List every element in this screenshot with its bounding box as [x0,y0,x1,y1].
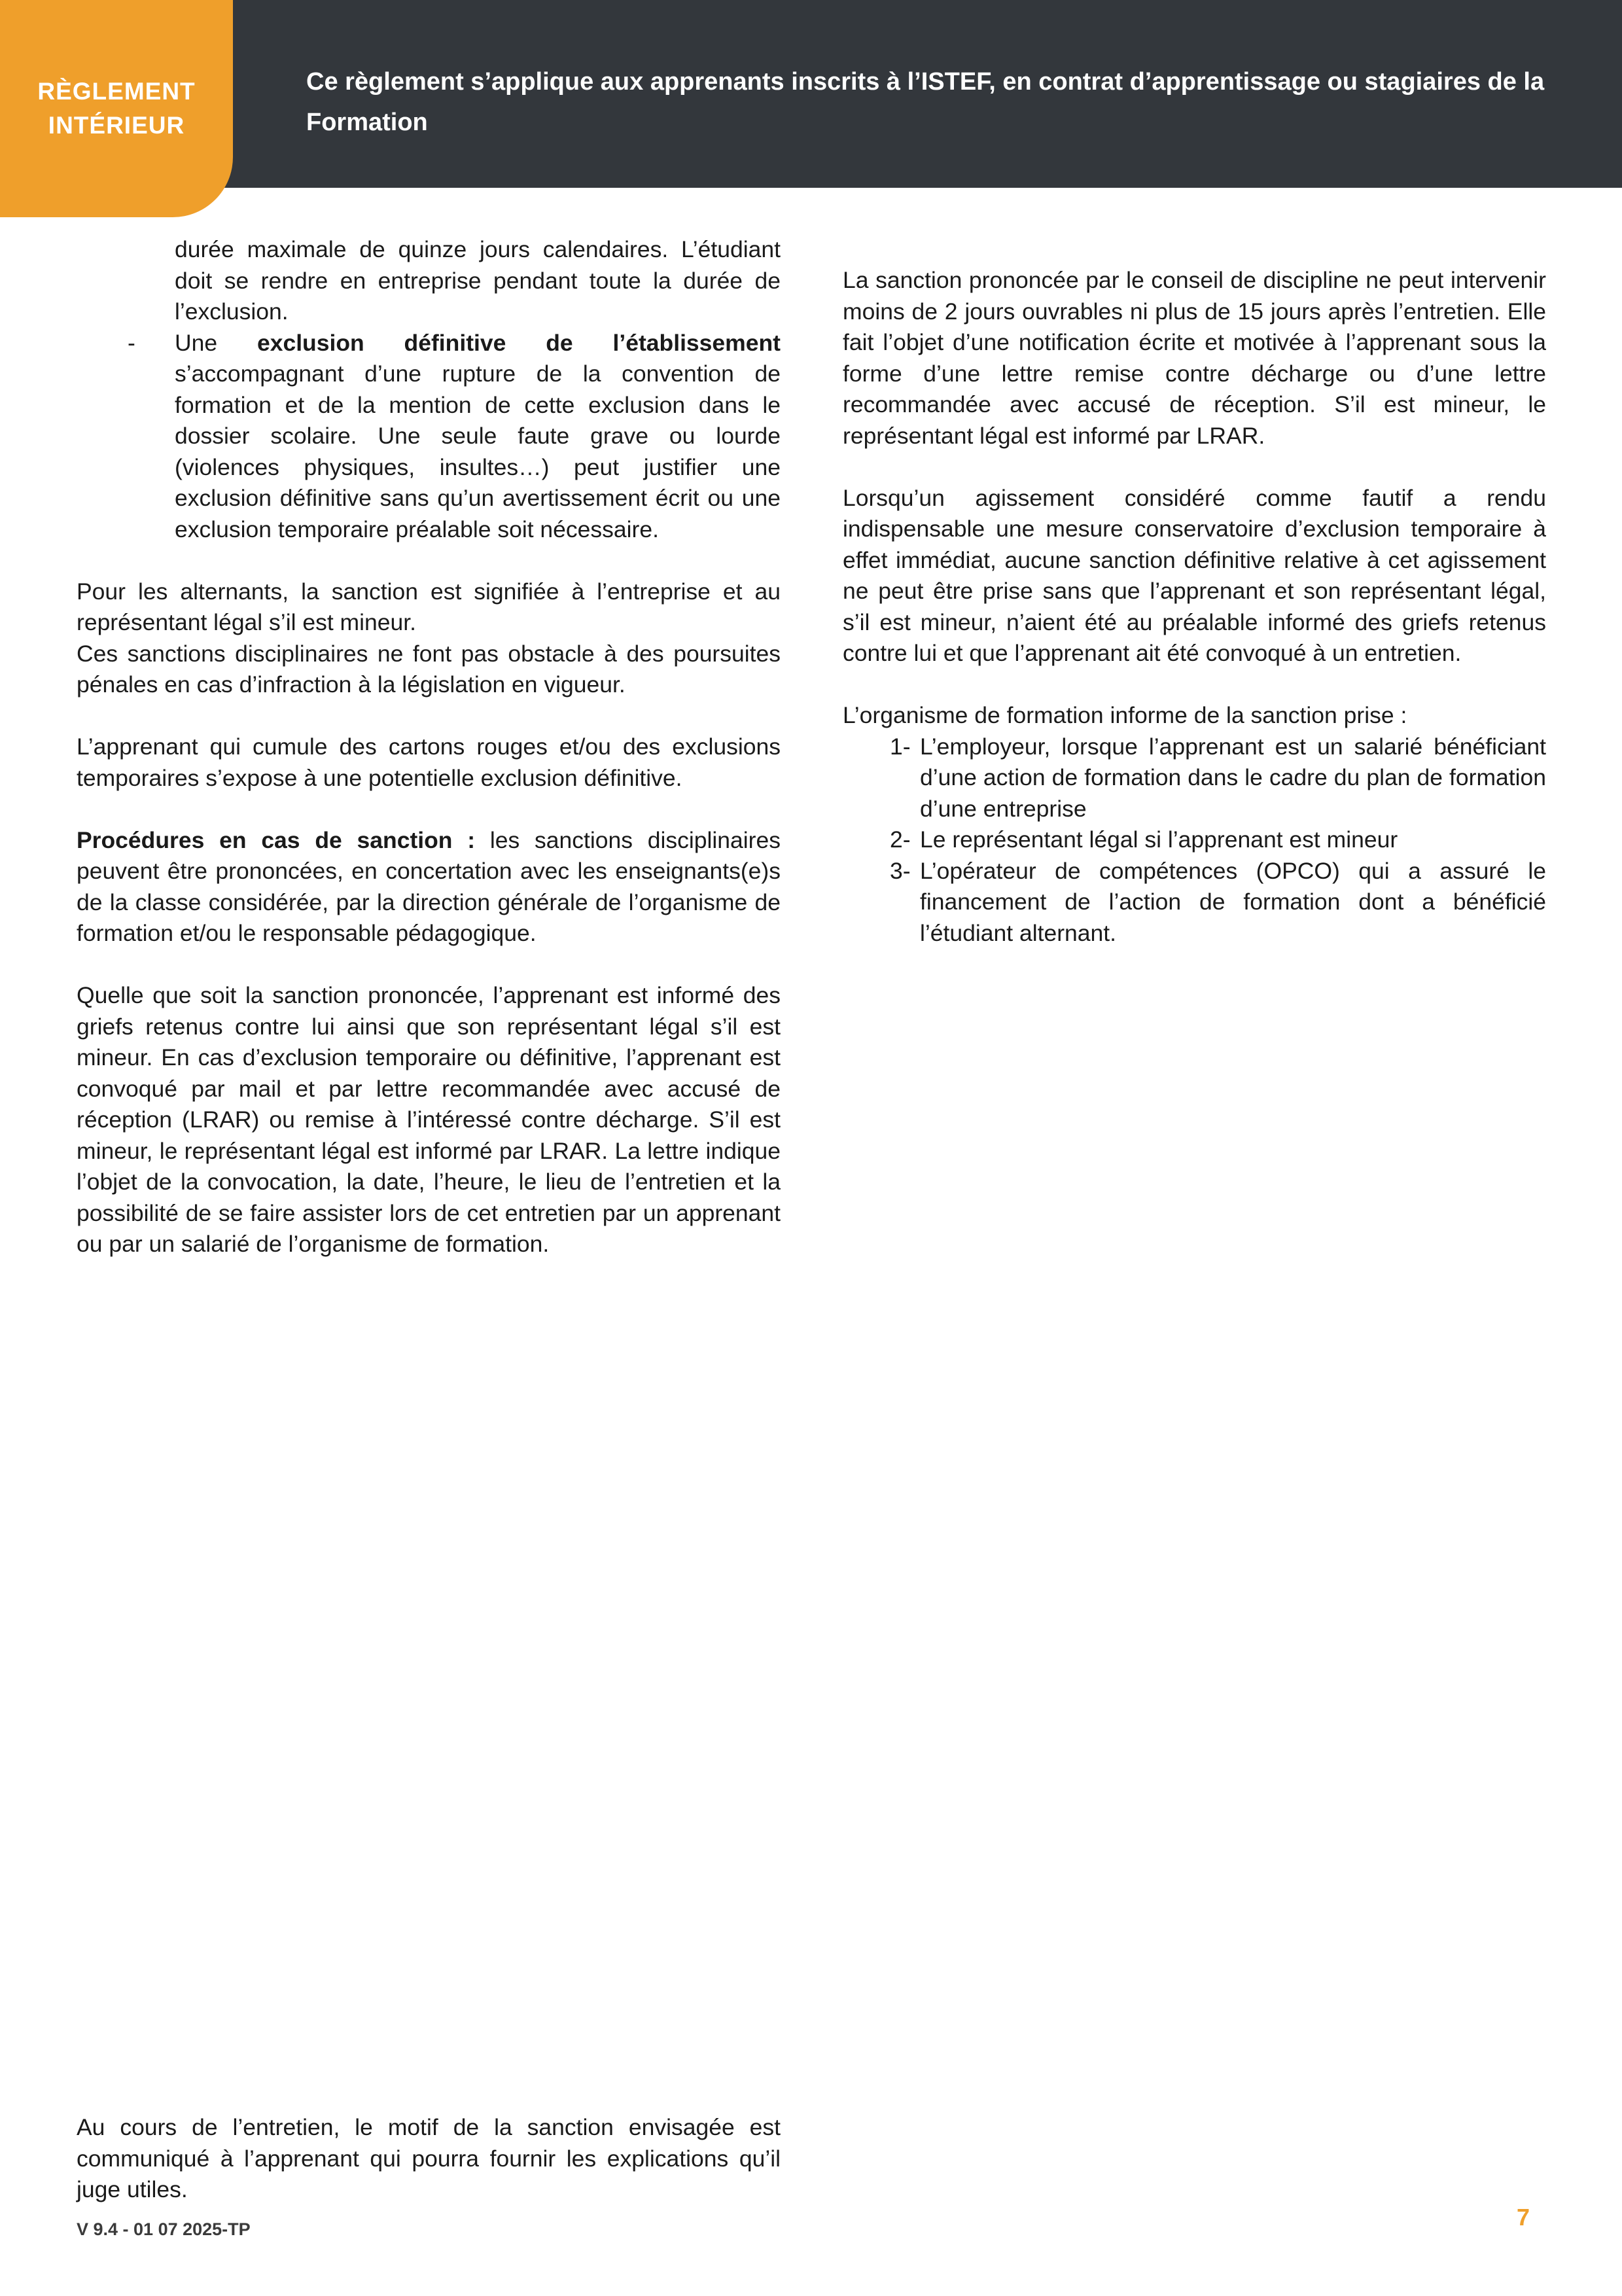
right-column [843,265,1546,949]
informed-parties-list [843,732,1546,949]
header-title: Ce règlement s’applique aux apprenants inscrits à l’ISTEF, en contrat d’apprentissage ou stagiaires de la Formation [306,68,1545,136]
procedures-text: les sanctions disciplinaires peuvent être prononcées, en concertation avec les enseignants(e)s de la classe considérée, par la direction générale de l’organisme de formation et/ou le responsable pédagogique. [77,826,781,946]
list-item [843,732,1546,825]
bullet-bold: exclusion définitive de l’établissement [256,329,781,356]
list-text: L’employeur, lorsque l’apprenant est un salarié bénéficiant d’une action de formation dans le cadre du plan de formation d’une entreprise [920,733,1546,822]
list-text: L’opérateur de compétences (OPCO) qui a assuré le financement de l’action de formation dont a bénéficié l’étudiant alternant. [920,857,1546,946]
list-intro: L’organisme de formation informe de la sanction prise : [843,702,1407,728]
badge-line-2: INTÉRIEUR [48,112,185,139]
header-bar [0,0,1622,188]
left-column [77,234,781,1260]
para-quelle-que-soit: Quelle que soit la sanction prononcée, l’apprenant est informé des griefs retenus contre lui ainsi que son représentant légal s’il est mineur. En cas d’exclusion temporaire ou définitive, l’apprenant est convoqué par mail et par lettre recommandée avec accusé de réception (LRAR) ou remise à l’intéressé contre décharge. S’il est mineur, le représentant légal est informé par LRAR. La lettre indique l’objet de la convocation, la date, l’heure, le lieu de l’entretien et la possibilité de se faire assister lors de cet entretien par un apprenant ou par un salarié de l’organisme de formation. [77,982,781,1257]
list-number: 3- [890,857,911,884]
bullet-exclusion-definitive [77,328,781,546]
bullet-dash: - [128,329,135,356]
bullet-prefix: Une [175,329,257,356]
para-cartons: L’apprenant qui cumule des cartons rouges et/ou des exclusions temporaires s’expose à une potentielle exclusion définitive. [77,733,781,791]
continued-text: durée maximale de quinze jours calendaires. L’étudiant doit se rendre en entreprise pendant toute la durée de l’exclusion. [175,236,781,325]
list-text: Le représentant légal si l’apprenant est mineur [920,826,1398,853]
list-number: 2- [890,826,911,853]
procedures-heading: Procédures en cas de sanction : [77,826,476,853]
document-version: V 9.4 - 01 07 2025-TP [77,2219,251,2239]
page-number: 7 [1517,2204,1530,2231]
para-conseil: La sanction prononcée par le conseil de discipline ne peut intervenir moins de 2 jours ouvrables ni plus de 15 jours après l’entretien. Elle fait l’objet d’une notification écrite et motivée à l’apprenant sous la forme d’une lettre remise contre décharge ou d’une lettre recommandée avec accusé de réception. S’il est mineur, le représentant légal est informé par LRAR. [843,267,1546,449]
para-entretien: Au cours de l’entretien, le motif de la sanction envisagée est communiqué à l’apprenant qui pourra fournir les explications qu’il juge utiles. [77,2114,781,2202]
list-item [843,856,1546,949]
list-number: 1- [890,733,911,760]
para-alternants: Pour les alternants, la sanction est signifiée à l’entreprise et au représentant légal s’il est mineur. [77,578,781,635]
bullet-rest: s’accompagnant d’une rupture de la convention de formation et de la mention de cette exclusion dans le dossier scolaire. Une seule faute grave ou lourde (violences physiques, insultes…) peut justifier une exclusion définitive sans qu’un avertissement écrit ou une exclusion temporaire préalable soit nécessaire. [175,361,781,542]
para-procedures [77,825,781,949]
para-poursuites: Ces sanctions disciplinaires ne font pas obstacle à des poursuites pénales en cas d’infraction à la législation en vigueur. [77,640,781,698]
reglement-badge [0,0,233,217]
para-agissement: Lorsqu’un agissement considéré comme fautif a rendu indispensable une mesure conservatoire d’exclusion temporaire à effet immédiat, aucune sanction définitive relative à cet agissement ne peut être prise sans que l’apprenant et son représentant légal, s’il est mineur, n’aient été au préalable informé des griefs retenus contre lui et que l’apprenant ait été convoqué à un entretien. [843,484,1546,666]
badge-line-1: RÈGLEMENT [37,78,196,105]
list-item [843,824,1546,856]
